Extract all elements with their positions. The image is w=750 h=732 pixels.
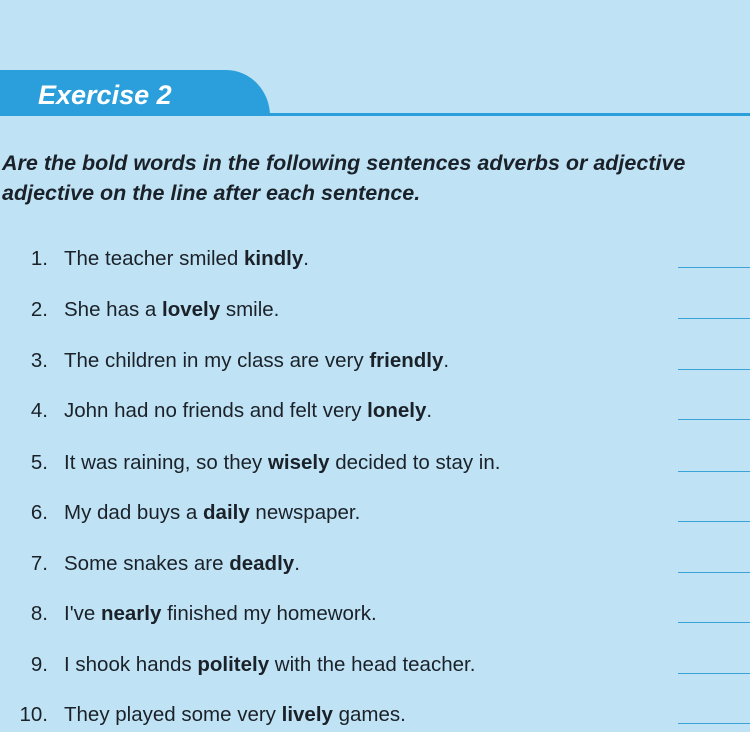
sentence-text: I've bbox=[64, 602, 101, 625]
sentence-text: It was raining, so they bbox=[64, 451, 268, 474]
list-item bbox=[0, 295, 750, 325]
bold-word: politely bbox=[197, 653, 270, 676]
sentence-text: John had no friends and felt very bbox=[64, 399, 368, 422]
list-item bbox=[0, 650, 750, 680]
list-item bbox=[0, 549, 750, 579]
bold-word: lovely bbox=[162, 298, 221, 321]
item-number: 4. bbox=[30, 399, 48, 422]
list-item bbox=[0, 244, 750, 274]
bold-word: deadly bbox=[229, 552, 295, 575]
instructions-line-2: adjective on the line after each sentence. bbox=[2, 181, 421, 205]
item-sentence bbox=[64, 650, 475, 680]
item-number: 5. bbox=[30, 451, 48, 474]
bold-word: friendly bbox=[369, 349, 444, 372]
answer-line[interactable] bbox=[678, 572, 750, 573]
bold-word: kindly bbox=[244, 247, 304, 270]
bold-word: lively bbox=[281, 703, 333, 726]
list-item bbox=[0, 498, 750, 528]
answer-line[interactable] bbox=[678, 369, 750, 370]
bold-word: lonely bbox=[367, 399, 427, 422]
bold-word: wisely bbox=[267, 451, 330, 474]
sentence-text: newspaper. bbox=[249, 501, 361, 524]
answer-line[interactable] bbox=[678, 622, 750, 623]
sentence-text: My dad buys a bbox=[64, 501, 204, 524]
bold-word: nearly bbox=[100, 602, 162, 625]
item-number: 2. bbox=[30, 298, 48, 321]
list-item bbox=[0, 599, 750, 629]
item-sentence bbox=[64, 244, 309, 274]
sentence-text: smile. bbox=[220, 298, 280, 321]
answer-line[interactable] bbox=[678, 318, 750, 319]
answer-line[interactable] bbox=[678, 723, 750, 724]
instructions-line-1: Are the bold words in the following sentences adverbs or adjective bbox=[2, 151, 686, 175]
sentence-text: . bbox=[294, 552, 300, 575]
list-item bbox=[0, 448, 750, 478]
item-number: 1. bbox=[30, 247, 48, 270]
sentence-text: She has a bbox=[64, 298, 163, 321]
sentence-text: The teacher smiled bbox=[64, 247, 245, 270]
answer-line[interactable] bbox=[678, 267, 750, 268]
answer-line[interactable] bbox=[678, 521, 750, 522]
item-number: 6. bbox=[30, 501, 48, 524]
sentence-text: with the head teacher. bbox=[269, 653, 476, 676]
item-sentence bbox=[64, 396, 432, 426]
sentence-text: decided to stay in. bbox=[329, 451, 501, 474]
item-sentence bbox=[64, 599, 377, 629]
sentence-text: . bbox=[443, 349, 450, 372]
item-number: 8. bbox=[30, 602, 48, 625]
item-sentence bbox=[64, 700, 406, 730]
sentence-text: games. bbox=[332, 703, 406, 726]
list-item bbox=[0, 700, 750, 730]
item-sentence bbox=[64, 549, 300, 579]
instructions bbox=[2, 148, 750, 208]
sentence-text: . bbox=[303, 247, 309, 270]
sentence-text: The children in my class are very bbox=[64, 349, 370, 372]
sentence-text: finished my homework. bbox=[161, 602, 377, 625]
sentence-text: They played some very bbox=[64, 703, 282, 726]
item-sentence bbox=[64, 295, 279, 325]
item-number: 9. bbox=[30, 653, 48, 676]
answer-line[interactable] bbox=[678, 471, 750, 472]
item-sentence bbox=[64, 448, 500, 478]
sentence-text: I shook hands bbox=[64, 653, 198, 676]
answer-line[interactable] bbox=[678, 673, 750, 674]
answer-line[interactable] bbox=[678, 419, 750, 420]
item-sentence bbox=[64, 346, 449, 376]
sentence-text: . bbox=[426, 399, 433, 422]
item-number: 7. bbox=[30, 552, 48, 575]
item-number: 10. bbox=[19, 703, 48, 726]
bold-word: daily bbox=[203, 501, 250, 524]
list-item bbox=[0, 396, 750, 426]
exercise-title: Exercise 2 bbox=[38, 80, 172, 110]
item-sentence bbox=[64, 498, 360, 528]
list-item bbox=[0, 346, 750, 376]
sentence-text: Some snakes are bbox=[64, 552, 230, 575]
item-number: 3. bbox=[30, 349, 48, 372]
